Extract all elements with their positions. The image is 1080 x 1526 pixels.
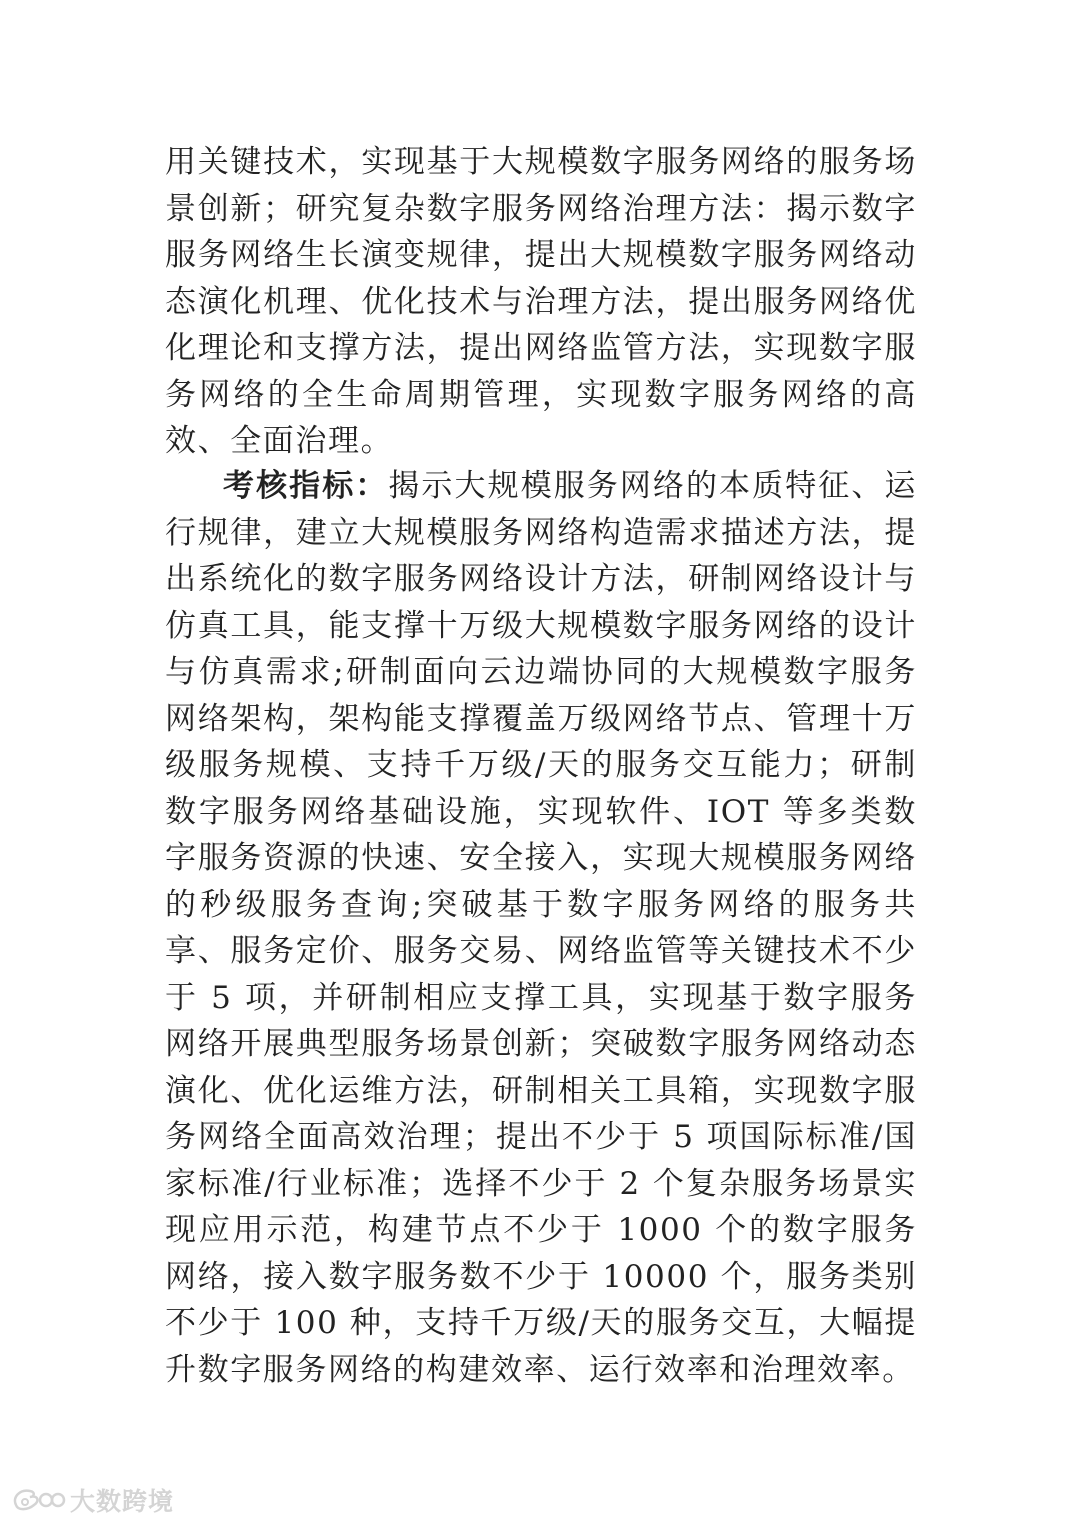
assessment-text: 揭示大规模服务网络的本质特征、运行规律，建立大规模服务网络构造需求描述方法，提出系统化的数字服务网络设计方法，研制网络设计与仿真工具，能支撑十万级大规模数字服务网络的设计与仿真需求;研制面向云边端协同的大规模数字服务网络架构，架构能支撑覆盖万级网络节点、管理十万级服务规模、支持千万级/天的服务交互能力；研制数字服务网络基础设施，实现软件、IOT 等多类数字服务资源的快速、安全接入，实现大规模服务网络的秒级服务查询;突破基于数字服务网络的服务共享、服务定价、服务交易、网络监管等关键技术不少于 5 项，并研制相应支撑工具，实现基于数字服务网络开展典型服务场景创新；突破数字服务网络动态演化、优化运维方法，研制相关工具箱，实现数字服务网络全面高效治理；提出不少于 5 项国际标准/国家标准/行业标准；选择不少于 2 个复杂服务场景实现应用示范，构建节点不少于 1000 个的数字服务网络，接入数字服务数不少于 10000 个，服务类别不少于 100 种，支持千万级/天的服务交互，大幅提升数字服务网络的构建效率、运行效率和治理效率。	[165, 468, 918, 1388]
assessment-label: 考核指标：	[223, 468, 389, 504]
weibo-logo-icon	[10, 1485, 66, 1515]
paragraph-research-content: 用关键技术，实现基于大规模数字服务网络的服务场景创新；研究复杂数字服务网络治理方法：揭示数字服务网络生长演变规律，提出大规模数字服务网络动态演化机理、优化技术与治理方法，提出服务网络优化理论和支撑方法，提出网络监管方法，实现数字服务网络的全生命周期管理，实现数字服务网络的高效、全面治理。	[165, 144, 917, 459]
paragraph-assessment-indicators	[165, 463, 917, 1393]
watermark-text: 大数跨境	[70, 1487, 175, 1516]
watermark	[10, 1484, 174, 1516]
